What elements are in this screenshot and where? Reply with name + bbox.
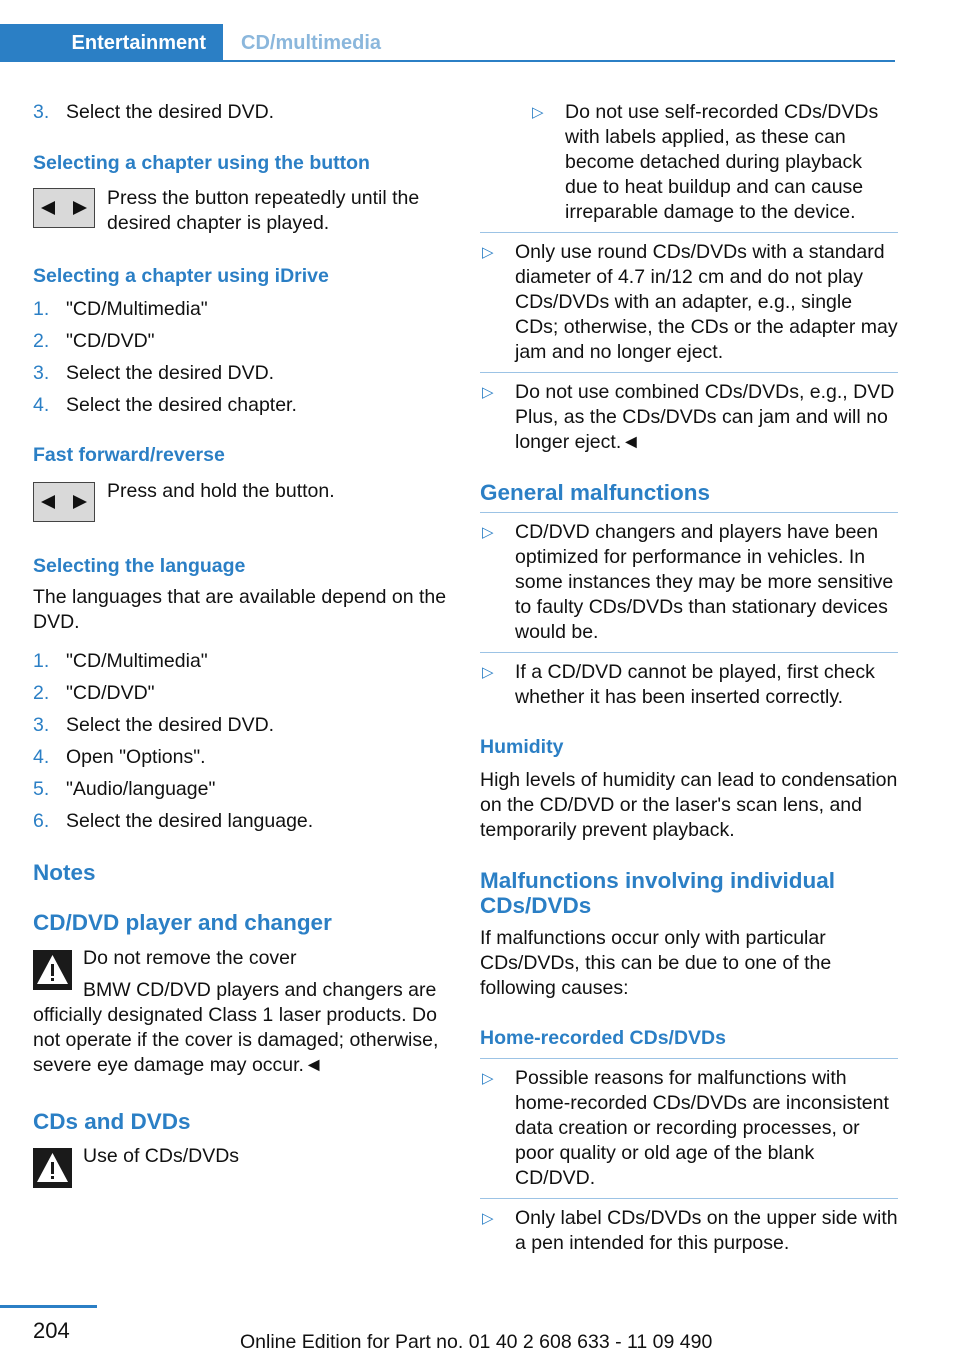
page-number: 204 bbox=[33, 1318, 70, 1343]
list-item: ▷ Only use round CDs/DVDs with a standard diameter of 4.7 in/12 cm and do not play CDs/DVDs with an adapter, e.g., single CDs; otherwise, the CDs or the adapter may jam and no longer eject. bbox=[482, 241, 898, 363]
warning-icon bbox=[33, 1148, 72, 1188]
language-steps bbox=[33, 649, 451, 834]
idrive-steps bbox=[33, 297, 451, 418]
divider bbox=[480, 372, 898, 373]
list-item: 1. "CD/Multimedia" bbox=[33, 298, 208, 320]
list-item: 1. "CD/Multimedia" bbox=[33, 650, 208, 672]
list-item: 5. "Audio/language" bbox=[33, 778, 216, 800]
divider bbox=[480, 1198, 898, 1199]
right-column bbox=[480, 100, 898, 1256]
heading-general-malfunctions: General malfunctions bbox=[480, 480, 711, 505]
divider bbox=[480, 652, 898, 653]
list-item: ▷ CD/DVD changers and players have been optimized for performance in vehicles. In some instances they may be more sensitive to faulty CDs/DVDs than stationary devices would be. bbox=[482, 521, 894, 643]
heading-home-recorded: Home-recorded CDs/DVDs bbox=[480, 1027, 726, 1049]
left-column bbox=[33, 100, 451, 1188]
list-item: ▷ Do not use self-recorded CDs/DVDs with labels applied, as these can become detached during playback due to heat buildup and can cause irreparable damage to the device. bbox=[532, 101, 879, 223]
tab-cd-multimedia: CD/multimedia bbox=[241, 32, 382, 54]
skip-button-icon bbox=[33, 188, 95, 228]
list-item: 4. Open "Options". bbox=[33, 746, 206, 768]
language-intro: The languages that are available depend on the DVD. bbox=[33, 586, 447, 633]
header-rule bbox=[0, 60, 895, 62]
heading-fast-forward: Fast forward/reverse bbox=[33, 444, 225, 466]
button-instructions: Press the button repeatedly until the desired chapter is played. bbox=[107, 187, 420, 234]
footer-rule bbox=[0, 1305, 97, 1308]
edition-note: Online Edition for Part no. 01 40 2 608 633 - 11 09 490 bbox=[240, 1331, 713, 1353]
cover-warning-title: Do not remove the cover bbox=[83, 947, 297, 969]
heading-notes: Notes bbox=[33, 860, 96, 885]
divider bbox=[480, 232, 898, 233]
list-item: 6. Select the desired language. bbox=[33, 810, 314, 832]
list-item: ▷ Only label CDs/DVDs on the upper side with a pen intended for this purpose. bbox=[482, 1207, 898, 1254]
list-item: 3. Select the desired DVD. bbox=[33, 362, 275, 384]
list-item: 3. Select the desired DVD. bbox=[33, 101, 275, 123]
list-item: 4. Select the desired chapter. bbox=[33, 394, 297, 416]
cover-warning-text: BMW CD/DVD players and changers are officially designated Class 1 laser products. Do not operate if the cover is damaged; otherwise, severe eye damage may occur.◄ bbox=[33, 979, 439, 1076]
individual-text: If malfunctions occur only with particular CDs/DVDs, this can be due to one of the following causes: bbox=[480, 927, 832, 999]
heading-individual-malfunctions: Malfunctions involving individual CDs/DVDs bbox=[480, 868, 836, 918]
heading-chapter-idrive: Selecting a chapter using iDrive bbox=[33, 265, 329, 287]
heading-cds-dvds: CDs and DVDs bbox=[33, 1109, 191, 1134]
heading-player-changer: CD/DVD player and changer bbox=[33, 910, 332, 935]
divider bbox=[480, 512, 898, 513]
list-item: 2. "CD/DVD" bbox=[33, 330, 155, 352]
use-of-cds-title: Use of CDs/DVDs bbox=[83, 1145, 240, 1167]
skip-button-icon bbox=[33, 482, 95, 522]
tab-entertainment: Entertainment bbox=[0, 24, 223, 62]
heading-language: Selecting the language bbox=[33, 555, 246, 577]
warning-icon bbox=[33, 950, 72, 990]
list-item: 3. Select the desired DVD. bbox=[33, 714, 275, 736]
list-item: ▷ Possible reasons for malfunctions with home-recorded CDs/DVDs are inconsistent data creation or recording processes, or poor quality or old age of the blank CD/DVD. bbox=[482, 1067, 889, 1189]
list-item: ▷ If a CD/DVD cannot be played, first check whether it has been inserted correctly. bbox=[482, 661, 875, 708]
fast-forward-instructions: Press and hold the button. bbox=[107, 480, 335, 502]
humidity-text: High levels of humidity can lead to condensation on the CD/DVD or the laser's scan lens, and temporarily prevent playback. bbox=[480, 769, 898, 841]
list-item: 2. "CD/DVD" bbox=[33, 682, 155, 704]
heading-chapter-button: Selecting a chapter using the button bbox=[33, 152, 370, 174]
divider bbox=[480, 1058, 898, 1059]
page-header bbox=[0, 24, 895, 62]
list-item: ▷ Do not use combined CDs/DVDs, e.g., DVD Plus, as the CDs/DVDs can jam and will no longer eject.◄ bbox=[482, 381, 895, 453]
heading-humidity: Humidity bbox=[480, 736, 564, 758]
